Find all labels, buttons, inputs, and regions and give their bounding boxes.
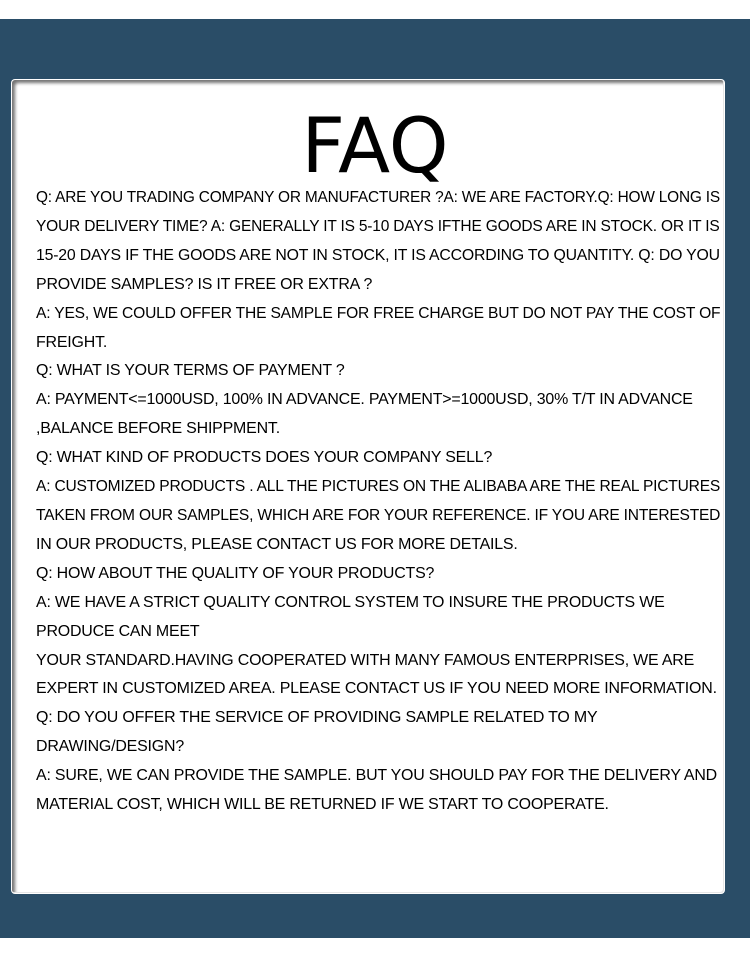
- faq-line: YOUR DELIVERY TIME? A: GENERALLY IT IS 5-10 DAYS IFTHE GOODS ARE IN STOCK. OR IT IS: [36, 217, 720, 235]
- faq-line: PROVIDE SAMPLES? IS IT FREE OR EXTRA ?: [36, 275, 373, 293]
- faq-line: PRODUCE CAN MEET: [36, 622, 200, 640]
- faq-line: Q: DO YOU OFFER THE SERVICE OF PROVIDING SAMPLE RELATED TO MY: [36, 709, 598, 727]
- faq-line: A: WE HAVE A STRICT QUALITY CONTROL SYSTEM TO INSURE THE PRODUCTS WE: [36, 593, 665, 611]
- faq-line: Q: WHAT KIND OF PRODUCTS DOES YOUR COMPANY SELL?: [36, 449, 493, 467]
- faq-line: A: CUSTOMIZED PRODUCTS . ALL THE PICTURES ON THE ALIBABA ARE THE REAL PICTURES: [36, 478, 721, 496]
- faq-line: YOUR STANDARD.HAVING COOPERATED WITH MANY FAMOUS ENTERPRISES, WE ARE: [36, 651, 695, 669]
- faq-line: DRAWING/DESIGN?: [36, 738, 185, 756]
- faq-line: TAKEN FROM OUR SAMPLES, WHICH ARE FOR YOUR REFERENCE. IF YOU ARE INTERESTED: [36, 506, 721, 524]
- faq-line: Q: ARE YOU TRADING COMPANY OR MANUFACTURER ?A: WE ARE FACTORY.Q: HOW LONG IS: [36, 189, 720, 206]
- faq-line: A: YES, WE COULD OFFER THE SAMPLE FOR FREE CHARGE BUT DO NOT PAY THE COST OF: [36, 304, 721, 322]
- faq-line: Q: WHAT IS YOUR TERMS OF PAYMENT ?: [36, 362, 345, 380]
- faq-line: IN OUR PRODUCTS, PLEASE CONTACT US FOR MORE DETAILS.: [36, 535, 518, 553]
- faq-body: [36, 184, 722, 820]
- faq-line: Q: HOW ABOUT THE QUALITY OF YOUR PRODUCTS?: [36, 564, 435, 582]
- faq-line: EXPERT IN CUSTOMIZED AREA. PLEASE CONTACT US IF YOU NEED MORE INFORMATION.: [36, 680, 717, 698]
- faq-line: FREIGHT.: [36, 333, 108, 351]
- faq-line: A: SURE, WE CAN PROVIDE THE SAMPLE. BUT YOU SHOULD PAY FOR THE DELIVERY AND: [36, 767, 717, 785]
- page-title: FAQ: [301, 101, 449, 190]
- faq-line: ,BALANCE BEFORE SHIPPMENT.: [36, 420, 280, 438]
- faq-line: MATERIAL COST, WHICH WILL BE RETURNED IF WE START TO COOPERATE.: [36, 796, 609, 814]
- faq-line: A: PAYMENT<=1000USD, 100% IN ADVANCE. PAYMENT>=1000USD, 30% T/T IN ADVANCE: [36, 391, 693, 409]
- faq-line: 15-20 DAYS IF THE GOODS ARE NOT IN STOCK, IT IS ACCORDING TO QUANTITY. Q: DO YOU: [36, 246, 720, 264]
